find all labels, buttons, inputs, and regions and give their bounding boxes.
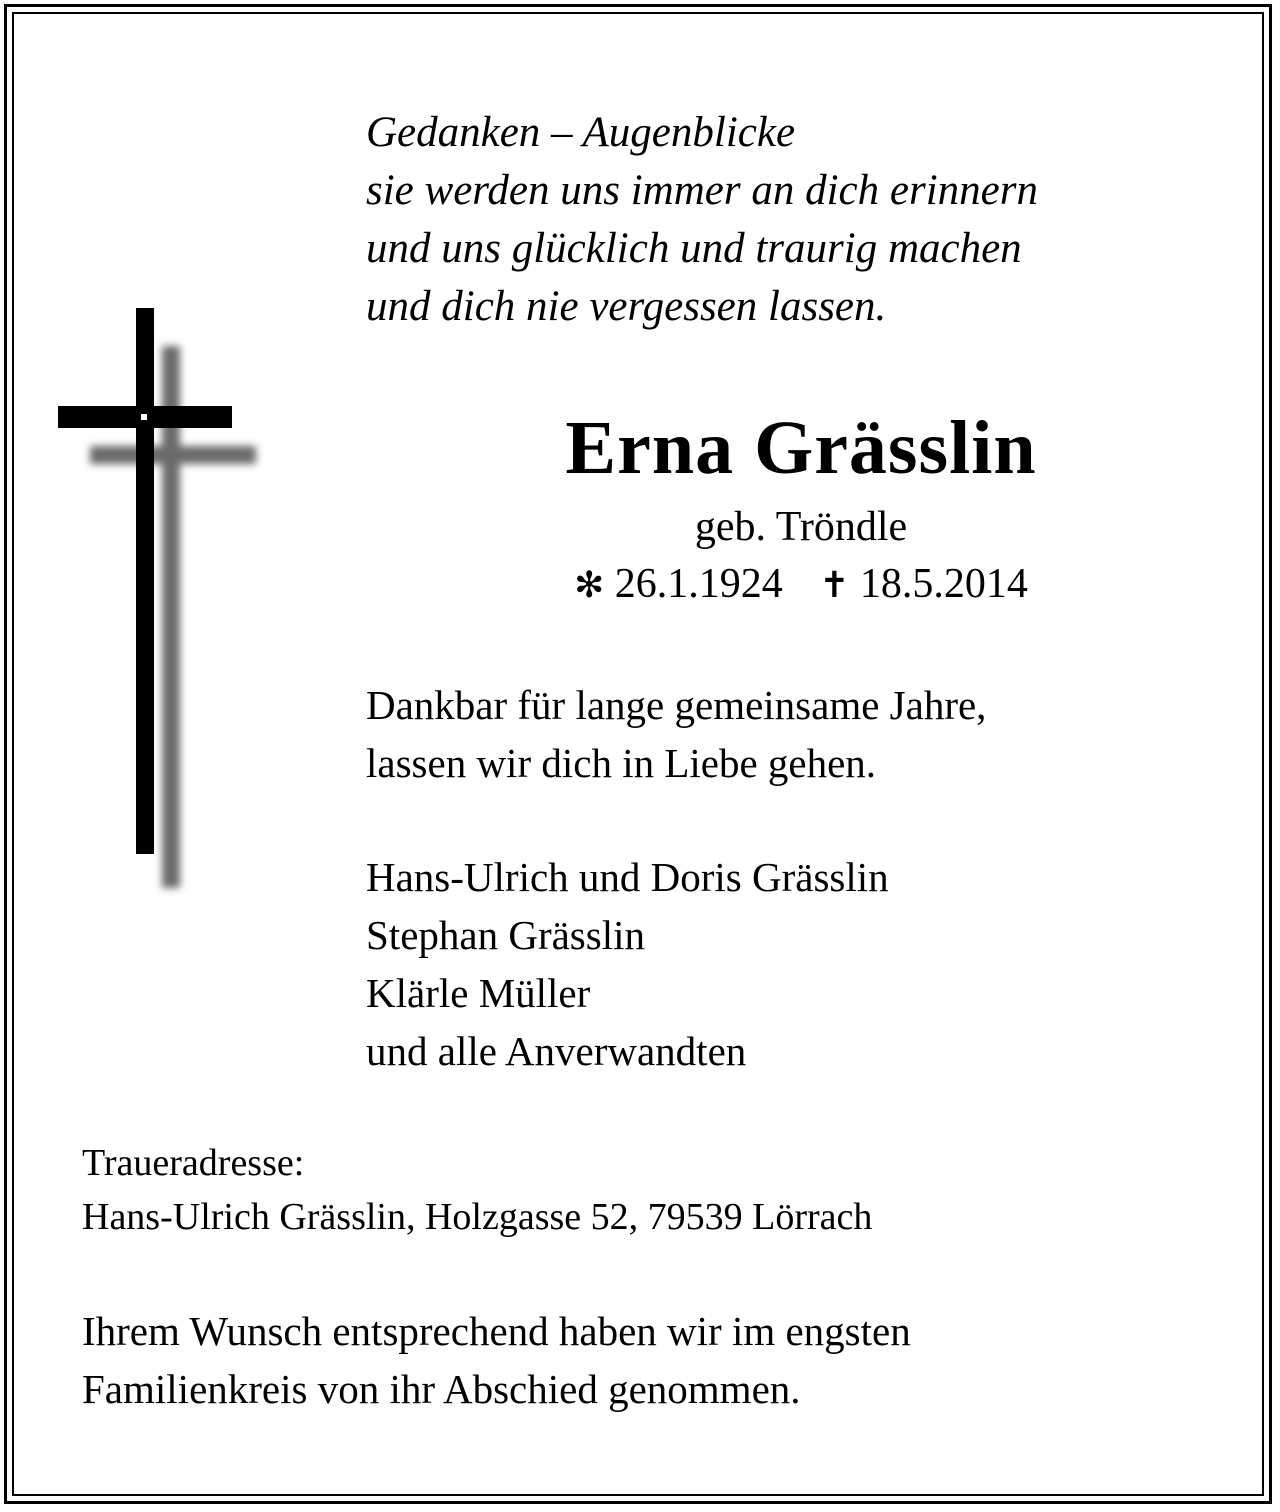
poem-line: sie werden uns immer an dich erinnern bbox=[366, 167, 1038, 214]
mourner-line: Klärle Müller bbox=[366, 970, 591, 1016]
address-line: Hans-Ulrich Grässlin, Holzgasse 52, 79539 Lörrach bbox=[82, 1196, 873, 1238]
death-date: 18.5.2014 bbox=[859, 561, 1028, 607]
closing-note bbox=[82, 1302, 911, 1418]
thanks-text bbox=[366, 676, 986, 792]
poem-line: und dich nie vergessen lassen. bbox=[366, 283, 887, 330]
mourner-line: Hans-Ulrich und Doris Grässlin bbox=[366, 854, 889, 900]
mourner-line: Stephan Grässlin bbox=[366, 912, 645, 958]
birth-date: 26.1.1924 bbox=[614, 561, 783, 607]
note-line: Ihrem Wunsch entsprechend haben wir im engsten bbox=[82, 1308, 911, 1354]
mourner-line: und alle Anverwandten bbox=[366, 1028, 747, 1074]
cross-icon bbox=[54, 302, 274, 902]
birth-star-icon: ✻ bbox=[574, 565, 605, 606]
cross-body bbox=[58, 308, 232, 854]
life-dates bbox=[366, 556, 1236, 614]
thanks-line: lassen wir dich in Liebe gehen. bbox=[366, 740, 877, 786]
address-label: Traueradresse: bbox=[82, 1142, 305, 1184]
poem-line: und uns glücklich und traurig machen bbox=[366, 225, 1022, 272]
note-line: Familienkreis von ihr Abschied genommen. bbox=[82, 1366, 801, 1412]
thanks-line: Dankbar für lange gemeinsame Jahre, bbox=[366, 682, 987, 728]
mourning-address bbox=[82, 1136, 872, 1244]
poem bbox=[366, 104, 1038, 336]
birth-name: geb. Tröndle bbox=[694, 504, 908, 550]
deceased-name: Erna Grässlin bbox=[565, 406, 1037, 490]
mourners-list bbox=[366, 848, 889, 1080]
poem-line: Gedanken – Augenblicke bbox=[366, 109, 796, 156]
death-cross-icon: ✝ bbox=[819, 565, 850, 606]
